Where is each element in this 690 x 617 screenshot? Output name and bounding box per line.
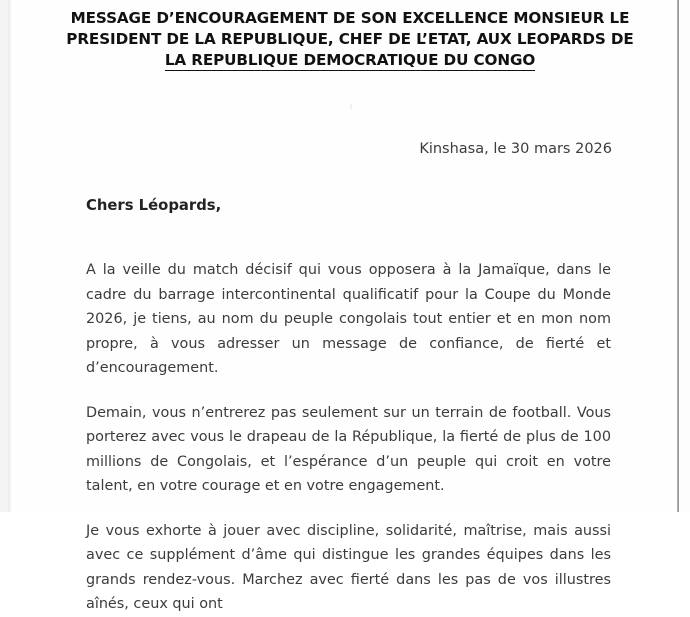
scan-artifact-speck [350,104,352,109]
title-line-1: MESSAGE D’ENCOURAGEMENT DE SON EXCELLENCE MONSIEUR LE [70,9,630,27]
body-paragraph-1: A la veille du match décisif qui vous opposera à la Jamaïque, dans le cadre du barrage intercontinental qualificatif pour la Coupe du Monde 2026, je tiens, au nom du peuple congolais tout entier et en mon nom propre, à vous adresser un message de confiance, de fierté et d’encouragement. [86,262,611,376]
document-title [60,8,640,71]
page-left-edge [8,0,10,512]
title-line-2: PRESIDENT DE LA REPUBLIQUE, CHEF DE L’ETAT, AUX LEOPARDS DE [66,30,634,48]
document-body [86,258,611,617]
page-outer-margin [679,0,690,512]
date-line: Kinshasa, le 30 mars 2026 [419,141,612,157]
body-paragraph-3: Je vous exhorte à jouer avec discipline, solidarité, maîtrise, mais aussi avec ce supplément d’âme qui distingue les grandes équipes dans les grands rendez-vous. Marchez avec fierté dans les pas de vos illustres aînés, ceux qui ont [86,522,611,612]
title-line-3-underlined-text: LA REPUBLIQUE DEMOCRATIQUE DU CONGO [164,51,536,69]
body-paragraph-2: Demain, vous n’entrerez pas seulement sur un terrain de football. Vous porterez avec vous le drapeau de la République, la fierté de plus de 100 millions de Congolais, et l’espérance d’un peuple qui croit en votre talent, en votre courage et en votre engagement. [86,404,611,494]
title-line-3 [60,50,640,71]
salutation: Chers Léopards, [86,197,222,214]
